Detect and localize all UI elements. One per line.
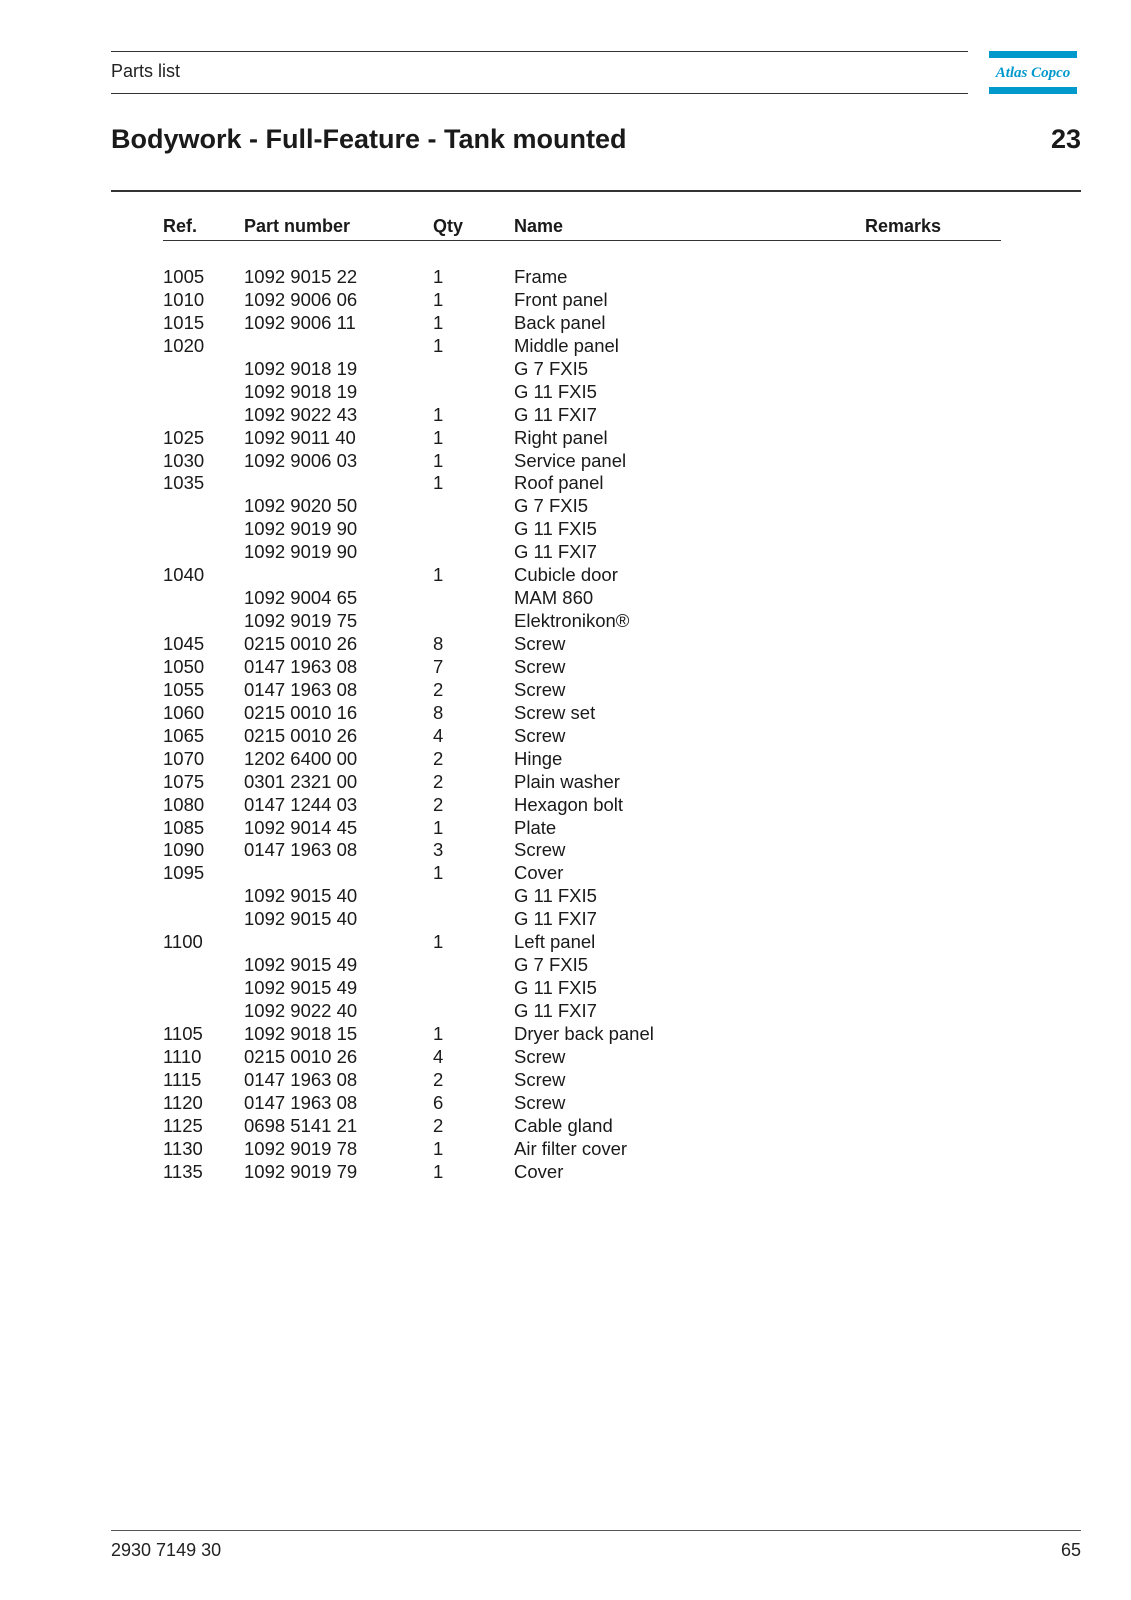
header-rule-top [111,51,968,52]
ref-cell: 1125 [163,1114,203,1136]
part-number-cell: 1092 9006 06 [244,288,358,310]
name-cell: Dryer back panel [514,1022,654,1044]
column-header-remarks: Remarks [865,216,942,236]
ref-cell: 1085 [163,816,205,838]
part-number-cell: 0147 1963 08 [244,678,358,700]
part-number-cell: 1092 9018 19 [244,380,358,402]
name-cell: Service panel [514,449,627,471]
part-number-cell: 1092 9019 90 [244,541,358,563]
ref-cell: 1045 [163,633,205,654]
qty-cell: 2 [433,747,444,769]
part-number-cell: 1092 9019 75 [244,610,358,632]
qty-cell: 1 [433,1022,444,1044]
name-cell: Back panel [514,311,606,333]
qty-cell: 6 [433,1091,444,1113]
qty-cell: 2 [433,1114,444,1136]
ref-cell: 1060 [163,701,205,723]
section-label: Parts list [111,61,181,81]
name-cell: Hinge [514,747,563,769]
table-row [163,1000,1001,1023]
ref-cell: 1020 [163,334,205,356]
qty-cell: 7 [433,655,444,677]
part-number-cell: 1092 9015 40 [244,885,358,907]
table-row [163,289,1001,312]
table-row [163,771,1001,794]
svg-text:Atlas Copco: Atlas Copco [995,65,1071,81]
part-number-cell: 0147 1963 08 [244,1091,358,1113]
name-cell: G 11 FXI5 [514,885,597,907]
name-cell: G 11 FXI7 [514,908,597,930]
ref-cell: 1105 [163,1022,203,1044]
part-number-cell: 1092 9018 19 [244,357,358,379]
table-row [163,656,1001,679]
table-row [163,587,1001,610]
table-header [163,216,1001,241]
title-rule [111,190,1081,192]
ref-cell: 1100 [163,931,203,953]
name-cell: G 7 FXI5 [514,495,589,517]
name-cell: Plate [514,816,557,838]
part-number-cell: 1092 9014 45 [244,816,358,838]
qty-cell: 1 [433,816,444,838]
name-cell: Front panel [514,288,608,310]
ref-cell: 1090 [163,839,205,861]
name-cell: Left panel [514,931,596,953]
part-number-cell: 1092 9011 40 [244,426,356,448]
table-row [163,1161,1001,1184]
part-number-cell: 1092 9022 43 [244,403,358,425]
name-cell: Middle panel [514,334,619,356]
column-header-qty: Qty [433,216,464,236]
name-cell: Cover [514,862,564,884]
footer-rule [111,1530,1081,1531]
qty-cell: 4 [433,1045,444,1067]
name-cell: G 11 FXI5 [514,518,597,540]
part-number-cell: 1092 9015 49 [244,977,358,999]
name-cell: Screw [514,1045,566,1067]
name-cell: G 11 FXI5 [514,380,597,402]
table-row [163,748,1001,771]
name-cell: Right panel [514,426,608,448]
table-row [163,335,1001,358]
table-row [163,1115,1001,1138]
part-number-cell: 0698 5141 21 [244,1114,358,1136]
name-cell: Screw [514,655,566,677]
qty-cell: 1 [433,311,444,333]
atlas-copco-logo [989,51,1077,94]
ref-cell: 1120 [163,1091,203,1113]
qty-cell: 3 [433,839,444,861]
qty-cell: 2 [433,678,444,700]
ref-cell: 1070 [163,747,205,769]
table-row [163,266,1001,289]
ref-cell: 1065 [163,724,205,746]
name-cell: Roof panel [514,472,604,494]
name-cell: Cover [514,1160,564,1182]
name-cell: Cubicle door [514,564,618,586]
part-number-cell: 1092 9006 11 [244,311,356,333]
ref-cell: 1055 [163,678,205,700]
table-row [163,564,1001,587]
table-row [163,1069,1001,1092]
part-number-cell: 0301 2321 00 [244,770,358,792]
ref-cell: 1080 [163,793,205,815]
qty-cell: 1 [433,1137,444,1159]
table-row [163,610,1001,633]
table-row [163,312,1001,335]
table-row [163,839,1001,862]
qty-cell: 1 [433,1160,444,1182]
qty-cell: 2 [433,1068,444,1090]
qty-cell: 1 [433,334,444,356]
name-cell: Screw [514,724,566,746]
table-row [163,862,1001,885]
name-cell: Screw [514,633,566,654]
qty-cell: 2 [433,793,444,815]
part-number-cell: 1092 9004 65 [244,587,358,609]
name-cell: Screw [514,1091,566,1113]
qty-cell: 8 [433,701,444,723]
table-row [163,518,1001,541]
qty-cell: 8 [433,633,444,654]
part-number-cell: 1092 9015 49 [244,954,358,976]
table-row [163,450,1001,473]
table-row [163,908,1001,931]
part-number-cell: 1092 9022 40 [244,1000,358,1021]
table-row [163,725,1001,748]
name-cell: Plain washer [514,770,620,792]
section-number: 23 [1050,124,1081,154]
table-row [163,404,1001,427]
qty-cell: 1 [433,472,444,494]
table-row [163,1138,1001,1161]
qty-cell: 1 [433,564,444,586]
name-cell: G 7 FXI5 [514,357,589,379]
name-cell: Screw set [514,701,596,723]
table-row [163,977,1001,1000]
table-row [163,427,1001,450]
page-number: 65 [1060,1540,1081,1560]
table-row [163,702,1001,725]
ref-cell: 1010 [163,288,205,310]
table-row [163,381,1001,404]
part-number-cell: 1092 9019 79 [244,1160,358,1182]
name-cell: G 11 FXI7 [514,403,597,425]
ref-cell: 1075 [163,770,205,792]
part-number-cell: 0215 0010 16 [244,701,358,723]
ref-cell: 1030 [163,449,205,471]
name-cell: MAM 860 [514,587,594,609]
header-rule-bottom [111,93,968,94]
part-number-cell: 1202 6400 00 [244,747,358,769]
part-number-cell: 0147 1963 08 [244,655,358,677]
column-header-name: Name [514,216,564,236]
table-row [163,885,1001,908]
part-number-cell: 0215 0010 26 [244,1045,358,1067]
ref-cell: 1015 [163,311,205,333]
name-cell: Screw [514,839,566,861]
part-number-cell: 0215 0010 26 [244,724,358,746]
page-title: Bodywork - Full-Feature - Tank mounted [111,124,627,154]
name-cell: Air filter cover [514,1137,628,1159]
part-number-cell: 1092 9018 15 [244,1022,358,1044]
ref-cell: 1040 [163,564,205,586]
name-cell: G 11 FXI5 [514,977,597,999]
ref-cell: 1005 [163,266,205,287]
table-row [163,794,1001,817]
part-number-cell: 1092 9020 50 [244,495,358,517]
table-row [163,1092,1001,1115]
ref-cell: 1130 [163,1137,203,1159]
qty-cell: 1 [433,403,444,425]
qty-cell: 4 [433,724,444,746]
name-cell: G 11 FXI7 [514,1000,597,1021]
table-row [163,1046,1001,1069]
name-cell: G 7 FXI5 [514,954,589,976]
qty-cell: 1 [433,862,444,884]
qty-cell: 2 [433,770,444,792]
table-row [163,817,1001,840]
table-row [163,954,1001,977]
ref-cell: 1095 [163,862,205,884]
name-cell: Elektronikon® [514,610,630,632]
name-cell: Frame [514,266,568,287]
table-row [163,633,1001,656]
parts-table-body [163,266,1001,1184]
document-number: 2930 7149 30 [111,1540,222,1560]
part-number-cell: 0147 1963 08 [244,839,358,861]
ref-cell: 1115 [163,1068,202,1090]
name-cell: Screw [514,678,566,700]
ref-cell: 1025 [163,426,205,448]
ref-cell: 1035 [163,472,205,494]
part-number-cell: 1092 9019 78 [244,1137,358,1159]
ref-cell: 1050 [163,655,205,677]
table-row [163,931,1001,954]
table-row [163,495,1001,518]
table-row [163,679,1001,702]
part-number-cell: 0215 0010 26 [244,633,358,654]
qty-cell: 1 [433,449,444,471]
column-header-part-number: Part number [244,216,351,236]
table-row [163,1023,1001,1046]
part-number-cell: 1092 9015 40 [244,908,358,930]
name-cell: G 11 FXI7 [514,541,597,563]
name-cell: Cable gland [514,1114,613,1136]
qty-cell: 1 [433,931,444,953]
ref-cell: 1110 [163,1045,202,1067]
table-row [163,472,1001,495]
name-cell: Screw [514,1068,566,1090]
qty-cell: 1 [433,266,444,287]
part-number-cell: 0147 1963 08 [244,1068,358,1090]
part-number-cell: 1092 9015 22 [244,266,358,287]
part-number-cell: 1092 9019 90 [244,518,358,540]
table-row [163,541,1001,564]
column-header-ref: Ref. [163,216,198,236]
qty-cell: 1 [433,426,444,448]
table-row [163,358,1001,381]
part-number-cell: 0147 1244 03 [244,793,358,815]
name-cell: Hexagon bolt [514,793,624,815]
ref-cell: 1135 [163,1160,203,1182]
part-number-cell: 1092 9006 03 [244,449,358,471]
qty-cell: 1 [433,288,444,310]
